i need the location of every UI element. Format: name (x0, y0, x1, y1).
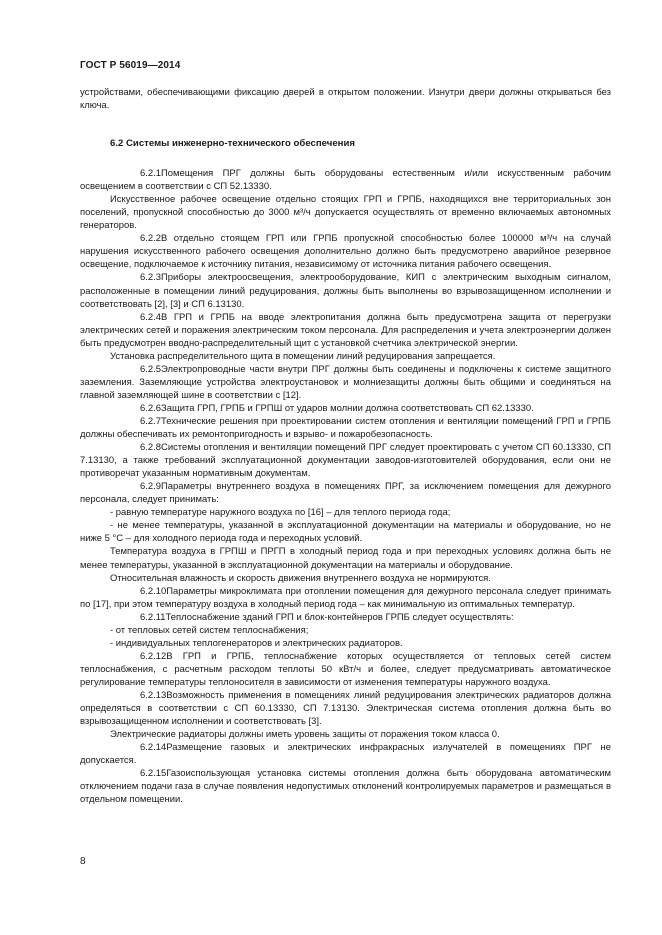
paragraph-text: Электрические радиаторы должны иметь уровень защиты от поражения током класса 0. (110, 729, 500, 741)
paragraph (80, 728, 611, 741)
clause-number: 6.2.4 (140, 311, 161, 323)
clause-number: 6.2.8 (140, 442, 161, 454)
paragraph (80, 611, 611, 624)
clause-number: 6.2.5 (140, 363, 161, 375)
paragraph (80, 402, 611, 415)
paragraph-text: Помещения ПРГ должны быть оборудованы естественным и/или искусственным рабочим освещением в соответствии с СП 52.13330. (80, 168, 611, 193)
paragraph-text: Приборы электроосвещения, электрооборудование, КИП с электрическим выходным сигналом, расположенные в помещении линий редуцирования, должны быть выполнены во взрывозащищенном исполнении и соответствовать [2], [3] и СП 6.13130. (80, 272, 611, 310)
paragraph-text: Температура воздуха в ГРПШ и ПРГП в холодный период года и при переходных условиях должна быть не менее температуры, указанной в эксплуатационной документации на материалы и оборудование. (80, 546, 611, 571)
clause-number: 6.2.3 (140, 272, 161, 284)
paragraph (80, 363, 611, 402)
paragraph-text: Газоиспользующая установка системы отопления должна быть оборудована автоматическим отключением подачи газа в случае появления недопустимых отклонений контролируемых параметров и размещаться в отдельном помещении. (80, 768, 611, 806)
paragraph (80, 480, 611, 506)
paragraph-text: Технические решения при проектировании систем отопления и вентиляции помещений ГРП и ГРПБ должны обеспечивать их ремонтопригодность и взрыво- и пожаробезопасность. (80, 415, 611, 441)
paragraph (80, 689, 611, 728)
paragraph-text: Размещение газовых и электрических инфракрасных излучателей в помещениях ПРГ не допускается. (80, 742, 611, 767)
intro-paragraph: устройствами, обеспечивающими фиксацию дверей в открытом положении. Изнутри двери должны открываться без ключа. (80, 87, 611, 112)
document-header: ГОСТ Р 56019—2014 (80, 60, 181, 71)
document-body (80, 86, 611, 806)
paragraph-text: Возможность применения в помещениях линий редуцирования электрических радиаторов должна определяться в соответствии с СП 60.13330, СП 7.13130. Электрическая система отопления должна быть во взрывозащищенном исполнении и соответствовать [3]. (80, 689, 611, 728)
paragraph-text: Относительная влажность и скорость движения внутреннего воздуха не нормируются. (110, 572, 491, 584)
paragraph-text: Защита ГРП, ГРПБ и ГРПШ от ударов молнии должна соответствовать СП 62.13330. (161, 402, 534, 414)
paragraph (80, 311, 611, 350)
clause-number: 6.2.6 (140, 402, 161, 414)
clause-number: 6.2.12 (140, 650, 167, 662)
paragraph (80, 650, 611, 689)
paragraph (80, 441, 611, 480)
paragraph (80, 167, 611, 193)
paragraph (80, 506, 611, 519)
paragraph (80, 637, 611, 650)
paragraph-text: Электропроводные части внутри ПРГ должны быть соединены и подключены к системе защитного заземления. Заземляющие устройства электроустановок и молниезащиты должны быть общими и соединяться на главной заземляющей шине в соответствии с [12]. (80, 363, 611, 401)
paragraph (80, 519, 611, 545)
paragraph (80, 271, 611, 310)
clause-number: 6.2.9 (140, 481, 161, 493)
paragraph (80, 572, 611, 585)
paragraph-text: - индивидуальных теплогенераторов и электрических радиаторов. (110, 637, 403, 649)
paragraph-text: Параметры внутреннего воздуха в помещениях ПРГ, за исключением помещения для дежурного персонала, следует принимать: (80, 481, 611, 506)
clause-number: 6.2.11 (140, 611, 166, 623)
page-number: 8 (80, 856, 86, 867)
clause-number: 6.2.2 (140, 233, 161, 245)
clause-number: 6.2.14 (140, 742, 167, 754)
paragraph (80, 624, 611, 637)
clause-number: 6.2.7 (140, 415, 161, 427)
clause-number: 6.2.1 (140, 168, 161, 180)
section-title: 6.2 Системы инженерно-технического обеспечения (110, 138, 355, 150)
paragraph-text: Установка распределительного щита в помещении линий редуцирования запрещается. (110, 350, 496, 362)
clause-number: 6.2.10 (140, 585, 167, 597)
paragraph-text: - не менее температуры, указанной в эксплуатационной документации на материалы и оборудование, но не ниже 5 °С – для холодного периода года и переходных условий. (80, 520, 611, 545)
paragraph-text: - равную температуре наружного воздуха по [16] – для теплого периода года; (110, 507, 451, 519)
paragraph (80, 193, 611, 232)
paragraph (80, 767, 611, 806)
paragraph-text: Системы отопления и вентиляции помещений ПРГ следует проектировать с учетом СП 60.13330, СП 7.13130, а также требований эксплуатационной документации заводов-изготовителей оборудования, если они не противоречат указанным нормативным документам. (80, 442, 611, 480)
paragraph-text: В отдельно стоящем ГРП или ГРПБ пропускной способностью более 100000 м³/ч на случай нарушения искусственного рабочего освещения дополнительно должно быть предусмотрено аварийное резервное освещение, подключаемое к источнику питания, независимому от источника питания рабочего освещения. (80, 233, 611, 271)
paragraph (80, 415, 611, 441)
paragraph-text: В ГРП и ГРПБ, теплоснабжение которых осуществляется от тепловых сетей систем теплоснабжения, с расчетным расходом теплоты 50 кВт/ч и более, следует предусматривать автоматическое регулирование температуры теплоносителя в зависимости от изменения температуры наружного воздуха. (80, 650, 611, 688)
paragraph-text: - от тепловых сетей систем теплоснабжения; (110, 624, 309, 636)
paragraph (80, 545, 611, 571)
paragraph (80, 350, 611, 363)
paragraph (80, 232, 611, 271)
paragraph (80, 585, 611, 611)
paragraph-text: Теплоснабжение зданий ГРП и блок-контейнеров ГРПБ следует осуществлять: (165, 611, 514, 623)
paragraph (80, 741, 611, 767)
paragraph-text: Параметры микроклимата при отоплении помещения для дежурного персонала следует принимать по [17], при этом температуру воздуха в холодный период года – как минимальную из оптимальных температур. (80, 585, 611, 610)
paragraph-text: В ГРП и ГРПБ на вводе электропитания должна быть предусмотрена защита от перегрузки электрических сетей и поражения электрическим током персонала. Для распределения и учета электроэнергии должен быть предусмотрен вводно-распределительный щит с установкой счетчика электрической энергии. (80, 311, 611, 349)
clause-number: 6.2.13 (140, 689, 167, 701)
paragraph-text: Искусственное рабочее освещение отдельно стоящих ГРП и ГРПБ, находящихся вне территориальных зон поселений, пропускной способностью до 3000 м³/ч допускается осуществлять от временно включаемых автономных генераторов. (80, 194, 611, 232)
paragraph-list (80, 167, 611, 806)
clause-number: 6.2.15 (140, 768, 167, 780)
